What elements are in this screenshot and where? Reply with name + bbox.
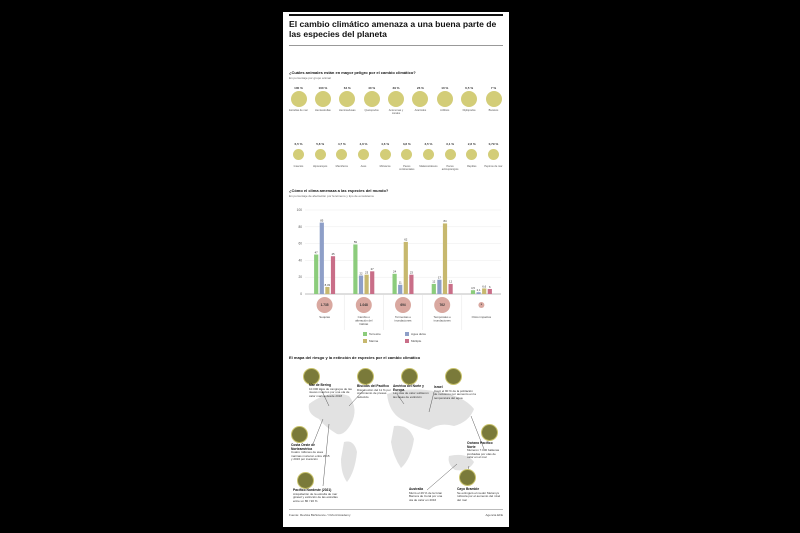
source-note: Fuente: Revista BioScience / Oxford Academy [289, 513, 351, 517]
category-label: Tormentas e [395, 315, 411, 319]
bar [443, 223, 447, 294]
place-northeast-pacific [293, 489, 341, 503]
bar [314, 255, 318, 294]
bar-value-label: 59 [353, 240, 357, 245]
species-name: Insectos [293, 165, 304, 168]
species-icon [466, 149, 477, 160]
total-label: 694 [400, 303, 406, 308]
species-icon [445, 149, 456, 160]
category-label: hábitat [359, 322, 369, 327]
species-icon [461, 91, 477, 107]
species-icon [437, 91, 453, 107]
bar [320, 223, 324, 294]
bar-value-label: 12 [449, 279, 453, 284]
legend-label: Marina [369, 339, 379, 343]
y-tick-label: 20 [298, 275, 302, 280]
legend-label: Múltiple [411, 339, 422, 343]
bar-value-label: 62 [404, 237, 408, 242]
risk-map [289, 364, 503, 519]
bar-value-label: 8,33 [324, 282, 331, 287]
species-icon [293, 149, 304, 160]
species-name: Bivalvos [488, 109, 499, 112]
bar-value-label: 12 [432, 279, 436, 284]
place-text: Aniquilación de la estrella de mar girasol y extinción de las estrellas entre un 80 / 90 % [293, 491, 338, 503]
species-icon [401, 149, 412, 160]
place-title: Israel [434, 385, 443, 389]
species-pct: 0,79 % [488, 142, 499, 146]
species-name: Anfibios [440, 109, 450, 112]
bar-value-label: 23 [365, 270, 369, 275]
species-item [289, 86, 308, 116]
place-america-europe [393, 385, 429, 399]
species-icon [488, 149, 499, 160]
species-item [460, 86, 479, 116]
bar [393, 274, 397, 294]
category-label: inundaciones [394, 318, 412, 323]
species-item [376, 142, 395, 172]
bar-value-label: 85 [320, 218, 324, 223]
legend-swatch [363, 332, 367, 336]
bar-value-label: 23 [409, 270, 413, 275]
bramble-thumb [459, 469, 476, 486]
climate-section-heading: ¿Cómo el clima amenaza a las especies del mundo? [289, 188, 389, 193]
footer-divider [289, 509, 503, 510]
legend-label: Agua dulce [411, 332, 427, 336]
species-item [289, 142, 308, 172]
y-tick-label: 100 [296, 208, 302, 212]
species-pct: 39 % [392, 86, 400, 90]
bar [432, 284, 436, 294]
bar [370, 271, 374, 294]
species-pct: 2,8 % [467, 142, 476, 146]
species-icon [339, 91, 355, 107]
species-pct: 4,6 % [359, 142, 368, 146]
page-title: El cambio climático amenaza a una buena parte de las especies del planeta [289, 19, 497, 39]
species-icon [486, 91, 502, 107]
place-text: Murió el 29 % de la Gran Barrera de Coral por una ola de calor en 2016 [409, 490, 443, 502]
bar [325, 287, 329, 294]
bar-value-label: 6 [489, 284, 491, 289]
place-title: Biscobs del Pacífico [357, 384, 390, 388]
species-name: Hipocampos [312, 165, 328, 168]
bar-value-label: 27 [370, 267, 374, 272]
species-section-subheading: En porcentaje por grupo animal [289, 76, 331, 80]
place-text: Cayó el 90 % de la población de moluscos por aumento en la temperatura del agua [434, 388, 476, 400]
infographic-page [283, 12, 509, 527]
place-title: Australia [409, 487, 424, 491]
bar [488, 289, 492, 294]
species-item [484, 86, 503, 116]
place-australia [409, 488, 447, 502]
category-label: alteración del [355, 318, 373, 323]
america-europe-thumb [401, 368, 418, 385]
species-icon [291, 91, 307, 107]
species-name: Quetopodos [364, 109, 379, 112]
species-name: Arácnidos [414, 109, 427, 112]
species-pct: 10 % [441, 86, 449, 90]
species-name: Pepinos de mar [484, 165, 503, 168]
category-label: Cambio o [357, 315, 370, 319]
species-item [441, 142, 460, 172]
bar [404, 242, 408, 294]
place-text: Se extinguió el roedor Melomys rubicola por el aumento del nivel del mar [457, 490, 501, 502]
species-item [462, 142, 481, 172]
species-name: Moluscos [379, 165, 391, 168]
y-tick-label: 40 [298, 258, 302, 263]
bar [482, 288, 486, 294]
species-pct: 4,6 % [381, 142, 390, 146]
species-name: Diplópodos [462, 109, 476, 112]
place-pacific [357, 385, 393, 399]
bar-value-label: 47 [314, 250, 318, 255]
species-icon [364, 91, 380, 107]
bar [331, 256, 335, 294]
species-pct: 100 % [294, 86, 303, 90]
y-tick-label: 60 [298, 241, 302, 246]
species-pct: 3,5 % [424, 142, 433, 146]
species-row-1 [289, 86, 503, 116]
species-name: Aves [360, 165, 367, 168]
total-label: 1.048 [359, 303, 368, 308]
species-section-heading: ¿Cuáles animales están en mayor peligro por el cambio climático? [289, 70, 416, 75]
species-pct: 5,8 % [316, 142, 325, 146]
y-tick-label: 0 [300, 292, 302, 296]
place-text: Disminución del 11 % por crecimiento de presas reducido [357, 387, 391, 399]
northeast-pacific-thumb [297, 472, 314, 489]
bar [477, 292, 481, 294]
species-pct: 6,5 % [465, 86, 474, 90]
species-item [484, 142, 503, 172]
place-north-pacific [467, 442, 501, 460]
bar [365, 275, 369, 294]
species-item [313, 86, 332, 116]
place-text: Murieron 7.000 ballenas jorobadas por olas de calor en el mar [467, 448, 500, 460]
y-tick-label: 80 [298, 224, 302, 229]
species-pct: 64 % [343, 86, 351, 90]
species-pct: 6,5 % [294, 142, 303, 146]
species-icon [380, 149, 391, 160]
bar-value-label: 4,5 [471, 286, 475, 291]
species-pct: 4,7 % [337, 142, 346, 146]
bar-value-label: 22 [359, 271, 363, 276]
threat-bar-chart [287, 202, 507, 350]
species-item [435, 86, 454, 116]
bar [437, 280, 441, 294]
species-name: Estrellas de mar [289, 109, 308, 112]
place-title: Pacífico Nordeste (2021) [293, 488, 332, 492]
legend-multiple [405, 339, 421, 343]
species-name: Peces continentales [399, 165, 415, 171]
legend-swatch [405, 339, 409, 343]
place-west-coast [291, 444, 331, 462]
total-label: * [480, 303, 483, 308]
legend-terrestre [363, 332, 381, 336]
species-pct: 3,1 % [446, 142, 455, 146]
place-text: Las olas de calor sublieron las tasas de extinción [393, 391, 429, 399]
species-item [419, 142, 438, 172]
species-item [354, 142, 373, 172]
species-name: Anémonas y corales [388, 109, 404, 115]
species-item [338, 86, 357, 116]
agency-credit: Agencia EFE [485, 513, 503, 517]
place-israel [434, 386, 476, 400]
bar-value-label: 6,6 [482, 284, 487, 289]
species-row-2 [289, 142, 503, 172]
species-item [311, 142, 330, 172]
species-item [362, 86, 381, 116]
bar [449, 284, 453, 294]
total-label: 1.735 [320, 303, 329, 308]
bar-value-label: 17 [437, 275, 441, 280]
species-icon [358, 149, 369, 160]
species-icon [388, 91, 404, 107]
legend-swatch [363, 339, 367, 343]
category-label: Otros impactos [471, 315, 492, 319]
species-icon [336, 149, 347, 160]
top-bar [289, 14, 503, 16]
species-name: Malacostráceos [419, 165, 438, 168]
israel-thumb [445, 368, 462, 385]
place-title: Cayo Bramble [457, 487, 480, 491]
species-pct: 7 % [490, 86, 497, 90]
bar-value-label: 24 [393, 269, 397, 274]
species-name: Peces actinopterigios [441, 165, 459, 171]
species-name: Hemiestrellas [315, 109, 331, 112]
bar [353, 244, 357, 294]
species-name: Hemimedusas [338, 109, 356, 112]
category-label: Temporales e [433, 315, 451, 319]
species-pct: 3,8 % [402, 142, 411, 146]
north-pacific-thumb [481, 424, 498, 441]
species-pct: 100 % [318, 86, 328, 90]
total-label: 762 [439, 303, 445, 308]
species-icon [412, 91, 428, 107]
place-text: 10.000 kilos de cangrejos de las nieves muertos por una ola de calor marina desde 2018 [309, 386, 352, 398]
species-pct: 26 % [416, 86, 424, 90]
legend-label: Terrestre [369, 332, 381, 336]
species-pct: 40 % [368, 86, 376, 90]
legend-agua-dulce [405, 332, 426, 336]
bar [471, 290, 475, 294]
bar-value-label: 84 [443, 219, 447, 224]
species-icon [315, 91, 331, 107]
category-label: Sequías [319, 315, 330, 319]
bar-value-label: 2,1 [476, 288, 481, 293]
bar-value-label: 45 [331, 252, 335, 256]
place-title: Mar de Bering [309, 383, 331, 387]
place-title: Costa Oeste de Norteamérica [291, 443, 316, 451]
species-item [411, 86, 430, 116]
legend-marina [363, 339, 378, 343]
place-bramble [457, 488, 501, 502]
place-title: Océano Pacífico Norte [467, 441, 493, 449]
bar [398, 285, 402, 294]
west-coast-thumb [291, 426, 308, 443]
species-item [397, 142, 416, 172]
bar [409, 275, 413, 294]
climate-section-subheading: En porcentaje de afectación por fenómeno y tipo de ecosistema [289, 194, 374, 198]
place-bering [309, 384, 353, 398]
species-name: Reptiles [467, 165, 477, 168]
bar-value-label: 11 [398, 280, 402, 285]
species-item [332, 142, 351, 172]
map-section-heading: El mapa del riesgo y la extinción de especies por el cambio climático [289, 355, 421, 360]
pacific-thumb [357, 368, 374, 385]
title-divider [289, 45, 503, 46]
place-text: Cuatro millones de aves marinas murieron entre 2015 y 2016 por inanición [291, 450, 330, 462]
bar [359, 276, 363, 294]
species-item [387, 86, 406, 116]
species-name: Mamíferos [335, 165, 348, 168]
category-label: inundaciones [433, 318, 451, 323]
species-icon [423, 149, 434, 160]
legend-swatch [405, 332, 409, 336]
species-icon [315, 149, 326, 160]
place-title: América del Norte y Europa [393, 384, 424, 392]
